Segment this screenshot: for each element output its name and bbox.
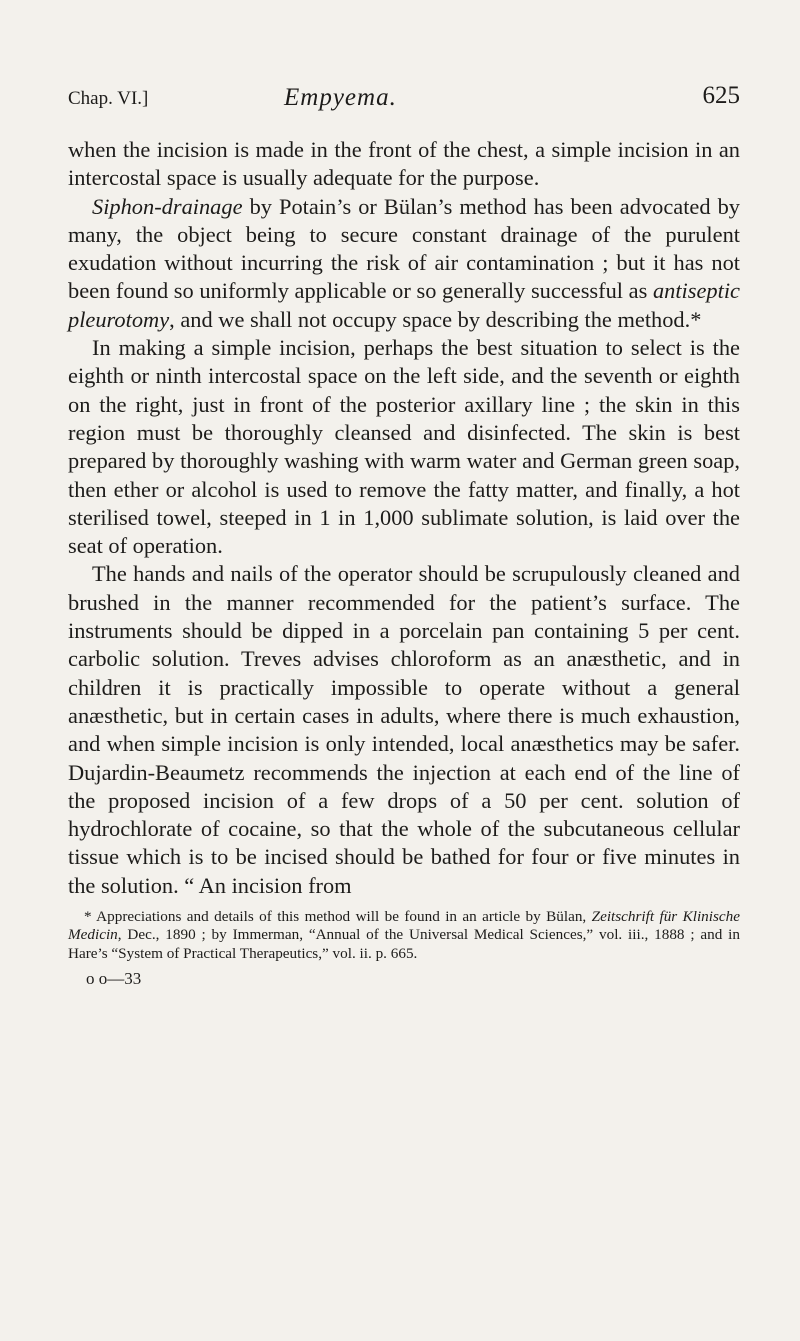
text-run: * Appreciations and details of this method will be found in an article by Bülan, bbox=[84, 908, 592, 926]
text-run: by Potain’s or Bülan’s method has been advocated by many, the object being to secure constant drainage of the purulent exudation without incurring the risk of air contamination ; but it has not been found so uniformly applicable or so generally successful as bbox=[68, 193, 740, 304]
page-number: 625 bbox=[702, 82, 740, 109]
paragraph bbox=[68, 560, 740, 900]
text-run: when the incision is made in the front of the chest, a simple incision in an intercostal space is usually adequate for the purpose. bbox=[68, 137, 740, 191]
text-run: The hands and nails of the operator should be scrupulously cleaned and brushed in the manner recommended for the patient’s surface. The instruments should be dipped in a porcelain pan containing 5 per cent. carbolic solution. Treves advises chloroform as an anæsthetic, and in children it is practically impossible to operate without a general anæsthetic, but in certain cases in adults, where there is much exhaustion, and when simple incision is only intended, local anæsthetics may be safer. Dujardin-Beaumetz recommends the injection at each end of the line of the proposed incision of a few drops of a 50 per cent. solution of hydrochlorate of cocaine, so that the whole of the subcutaneous cellular tissue which is to be incised should be bathed for four or five minutes in the solution. “ An incision from bbox=[68, 561, 740, 898]
paragraph bbox=[68, 193, 740, 334]
italic-text: Zeitschrift für Klinische Medicin bbox=[68, 908, 740, 944]
body-text bbox=[68, 136, 740, 900]
text-run: In making a simple incision, perhaps the best situation to select is the eighth or ninth intercostal space on the left side, and the seventh or eighth on the right, just in front of the posterior axillary line ; the skin in this region must be thoroughly cleansed and disinfected. The skin is best prepared by thoroughly washing with warm water and German green soap, then ether or alcohol is used to remove the fatty matter, and finally, a hot sterilised towel, steeped in 1 in 1,000 sublimate solution, is laid over the seat of operation. bbox=[68, 335, 740, 559]
chapter-label: Chap. VI.] bbox=[68, 88, 149, 109]
running-title: Empyema. bbox=[284, 84, 397, 111]
paragraph bbox=[68, 334, 740, 560]
footnote-text bbox=[68, 908, 740, 963]
paragraph bbox=[68, 136, 740, 193]
footnote bbox=[68, 908, 740, 963]
signature-mark: o o—33 bbox=[86, 969, 142, 989]
italic-text: antiseptic pleurotomy bbox=[68, 278, 740, 332]
text-run: , Dec., 1890 ; by Immerman, “Annual of the Universal Medical Sciences,” vol. iii., 1888 ; and in Hare’s “System of Practical Therapeutics,” vol. ii. p. 665. bbox=[68, 926, 740, 962]
italic-text: Siphon-drainage bbox=[92, 193, 243, 219]
running-head bbox=[68, 78, 740, 118]
text-run: , and we shall not occupy space by describing the method.* bbox=[169, 306, 702, 332]
